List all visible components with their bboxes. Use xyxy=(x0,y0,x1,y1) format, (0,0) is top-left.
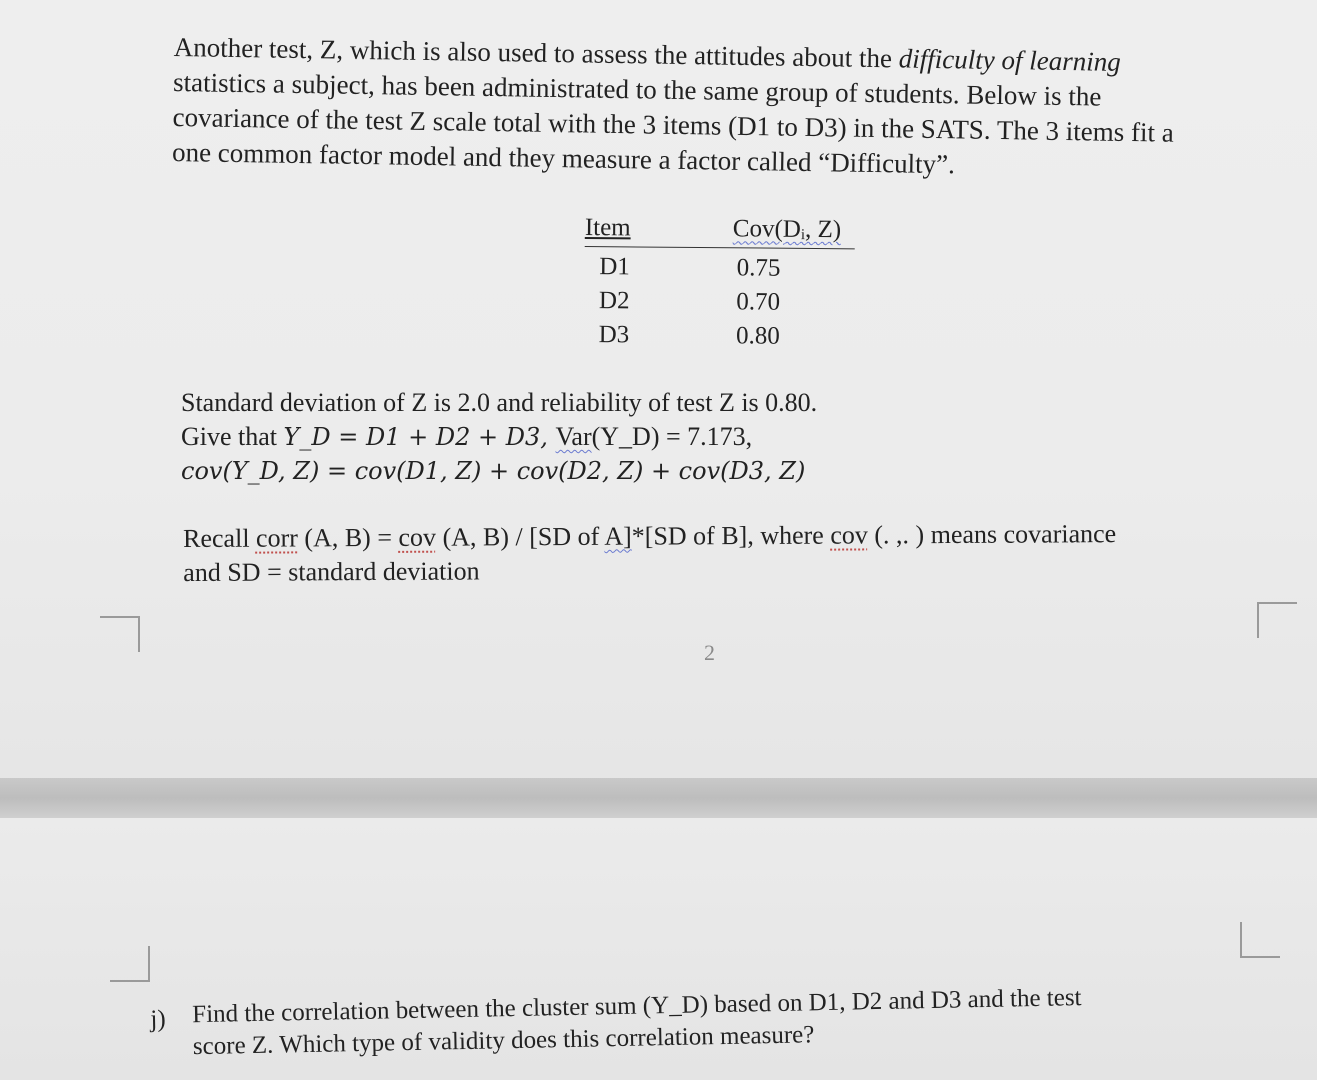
var-term: Var xyxy=(555,422,592,451)
table-header-item: Item xyxy=(584,214,631,242)
intro-italic-phrase: difficulty of learning xyxy=(898,43,1121,77)
question-line-2: score Z. Which type of validity does this correlation measure? xyxy=(192,1021,815,1061)
page-number: 2 xyxy=(704,640,715,665)
page-gap xyxy=(0,778,1317,818)
intro-line-1: Another test, Z, which is also used to assess the attitudes about the difficulty of learning xyxy=(173,31,1121,77)
statistics-block xyxy=(181,386,817,488)
sum-formula: Y_D = D1 + D2 + D3, xyxy=(283,423,556,451)
recall-line-1: Recall corr (A, B) = cov (A, B) / [SD of A]*[SD of B], where cov (. ,. ) means covariance xyxy=(183,519,1117,553)
intro-line-3: covariance of the test Z scale total with the 3 items (D1 to D3) in the SATS. The 3 items fit a xyxy=(172,101,1175,148)
recall-line-2: and SD = standard deviation xyxy=(183,556,480,587)
table-cell-value: 0.70 xyxy=(736,288,781,316)
table-cell-value: 0.75 xyxy=(736,254,781,282)
question-line-1: Find the correlation between the cluster sum (Y_D) based on D1, D2 and D3 and the test xyxy=(192,984,1082,1029)
table-row xyxy=(584,315,854,351)
crop-mark-icon xyxy=(1240,922,1280,958)
table-cell-item: D3 xyxy=(598,321,630,349)
cov-term: cov xyxy=(830,520,868,550)
table-row xyxy=(584,281,854,317)
table-row xyxy=(584,247,854,283)
intro-paragraph xyxy=(172,30,1284,187)
corr-term: corr xyxy=(255,523,298,553)
std-line-2: Give that Y_D = D1 + D2 + D3, Var(Y_D) = 7.173, xyxy=(181,422,753,451)
table-header-cov: Cov(Dᵢ, Z) xyxy=(732,215,842,244)
intro-line-2: statistics a subject, has been administrated to the same group of students. Below is the xyxy=(172,66,1102,112)
covariance-table xyxy=(584,214,855,351)
question-label: j) xyxy=(150,1005,166,1033)
std-line-1: Standard deviation of Z is 2.0 and reliability of test Z is 0.80. xyxy=(181,388,818,417)
recall-note xyxy=(183,516,1253,590)
table-cell-item: D1 xyxy=(599,253,630,281)
table-cell-item: D2 xyxy=(598,287,630,315)
table-cell-value: 0.80 xyxy=(735,322,780,350)
intro-line-4: one common factor model and they measure a factor called “Difficulty”. xyxy=(171,136,956,180)
covariance-formula: cov(Y_D, Z) = cov(D1, Z) + cov(D2, Z) + cov(D3, Z) xyxy=(181,457,806,485)
crop-mark-icon xyxy=(100,616,140,652)
a-term: A] xyxy=(604,521,632,551)
crop-mark-icon xyxy=(1257,602,1297,638)
crop-mark-icon xyxy=(110,946,150,982)
cov-term: cov xyxy=(398,522,437,552)
table-header xyxy=(585,214,855,249)
